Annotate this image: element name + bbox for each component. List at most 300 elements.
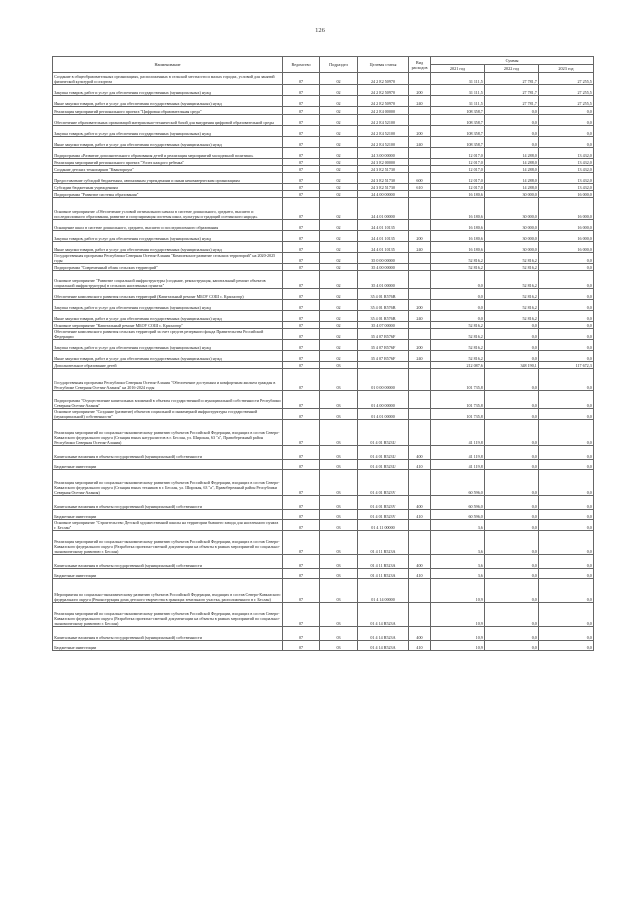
row-celevaya-cell — [358, 362, 409, 369]
row-sum-2022-cell: 0,0 — [485, 351, 539, 362]
row-sum-2021-cell: 52 816,2 — [431, 351, 485, 362]
row-sum-2021-cell: 16 180,6 — [431, 191, 485, 198]
row-razdel-cell: 02 — [320, 340, 358, 351]
row-razdel-cell: 02 — [320, 107, 358, 115]
row-vedomstvo-cell: 07 — [283, 496, 320, 510]
row-vid-cell — [409, 191, 431, 198]
row-name-cell: Обеспечение комплексного развития сельских территорий за счет средств резервного фонда Правительства Российской Федерации — [53, 329, 283, 340]
row-vid-cell: 240 — [409, 96, 431, 107]
row-sum-2021-cell: 52 816,2 — [431, 264, 485, 271]
header-razdel: Подраздел — [320, 57, 358, 73]
row-sum-2022-cell: 30 000,0 — [485, 198, 539, 220]
row-name-cell: Реализация мероприятий по социально-экономическому развитию субъектов Российской Федерации, входящих в состав Северо-Кавказского федерального округа (Станция юных натуралистов в г. Беслан, ул. Широкая, 63 "а", Правобережный район Республики Северная Осетия-Алания) — [53, 420, 283, 446]
row-sum-2021-cell: 108 358,7 — [431, 137, 485, 148]
row-vedomstvo-cell: 07 — [283, 569, 320, 579]
row-sum-2022-cell: 0,0 — [485, 107, 539, 115]
row-razdel-cell: 03 — [320, 603, 358, 627]
row-vedomstvo-cell: 07 — [283, 231, 320, 242]
row-razdel-cell: 02 — [320, 329, 358, 340]
row-celevaya-cell: 01 4 11 00000 — [358, 520, 409, 531]
row-sum-2022-cell: 0,0 — [485, 409, 539, 420]
row-vid-cell: 410 — [409, 569, 431, 579]
row-name-cell: Обеспечение образовательных организаций материально-технической базой для внедрения цифровой образовательной среды — [53, 115, 283, 126]
row-vedomstvo-cell: 07 — [283, 510, 320, 520]
row-name-cell: Закупка товаров, работ и услуг для обеспечения государственных (муниципальных) нужд — [53, 231, 283, 242]
row-sum-2023-cell: 0,0 — [539, 137, 594, 148]
row-name-cell: Создание в общеобразовательных организациях, расположенных в сельской местности и малых городах, условий для занятий физической культурой и спортом — [53, 73, 283, 85]
row-sum-2022-cell: 0,0 — [485, 340, 539, 351]
row-razdel-cell: 02 — [320, 322, 358, 329]
table-row — [53, 311, 594, 322]
row-name-cell: Бюджетные инвестиции — [53, 569, 283, 579]
row-sum-2021-cell: 41 119,8 — [431, 420, 485, 446]
row-name-cell: Государственная программа Республики Северная Осетия-Алания "Комплексное развитие сельских территорий" на 2020-2025 годы — [53, 253, 283, 264]
row-sum-2022-cell: 14 288,0 — [485, 148, 539, 159]
row-sum-2022-cell: 0,0 — [485, 555, 539, 569]
row-vedomstvo-cell: 07 — [283, 531, 320, 555]
row-name-cell: Дополнительное образование детей — [53, 362, 283, 369]
row-celevaya-cell: 24 4 01 10135 — [358, 220, 409, 231]
row-sum-2023-cell: 0,0 — [539, 409, 594, 420]
row-razdel-cell: 03 — [320, 460, 358, 470]
row-sum-2023-cell: 0,0 — [539, 627, 594, 641]
row-vedomstvo-cell: 07 — [283, 220, 320, 231]
row-sum-2022-cell: 0,0 — [485, 531, 539, 555]
row-name-cell: Реализация мероприятий регионального проекта "Цифровая образовательная среда" — [53, 107, 283, 115]
row-celevaya-cell: 24 3 E2 51730 — [358, 166, 409, 173]
row-razdel-cell: 02 — [320, 198, 358, 220]
row-razdel-cell: 03 — [320, 520, 358, 531]
row-sum-2023-cell: 0,0 — [539, 569, 594, 579]
table-row — [53, 351, 594, 362]
table-row — [53, 322, 594, 329]
row-sum-2021-cell: 16 180,6 — [431, 198, 485, 220]
row-celevaya-cell: 24 2 E4 52100 — [358, 126, 409, 137]
header-vid: Вид расходов — [409, 57, 431, 73]
row-celevaya-cell: 35 4 01 R576B — [358, 311, 409, 322]
row-razdel-cell: 02 — [320, 126, 358, 137]
row-sum-2023-cell: 27 255,5 — [539, 96, 594, 107]
row-sum-2021-cell: 10,9 — [431, 641, 485, 651]
row-sum-2023-cell: 27 255,5 — [539, 73, 594, 85]
row-celevaya-cell: 01 4 01 R523V — [358, 496, 409, 510]
row-sum-2022-cell: 0,0 — [485, 329, 539, 340]
row-sum-2023-cell: 117 672,3 — [539, 362, 594, 369]
row-sum-2023-cell: 0,0 — [539, 369, 594, 391]
row-sum-2022-cell: 0,0 — [485, 520, 539, 531]
row-celevaya-cell: 24 3 E2 51730 — [358, 173, 409, 184]
row-celevaya-cell: 35 0 00 00000 — [358, 253, 409, 264]
row-celevaya-cell: 01 4 11 R523A — [358, 531, 409, 555]
row-vedomstvo-cell: 07 — [283, 242, 320, 253]
row-sum-2023-cell: 13 432,0 — [539, 173, 594, 184]
row-name-cell: Иные закупки товаров, работ и услуг для обеспечения государственных (муниципальных) нужд — [53, 96, 283, 107]
row-vedomstvo-cell: 07 — [283, 340, 320, 351]
row-sum-2021-cell: 31 111,5 — [431, 73, 485, 85]
row-sum-2022-cell: 0,0 — [485, 603, 539, 627]
row-celevaya-cell: 01 4 11 R523A — [358, 555, 409, 569]
row-name-cell: Основное мероприятие "Строительство Детской художественной школы на территории бывшего завода для населенного пункта г. Беслан" — [53, 520, 283, 531]
row-sum-2022-cell: 14 288,0 — [485, 184, 539, 191]
row-vid-cell — [409, 531, 431, 555]
row-name-cell: Закупка товаров, работ и услуг для обеспечения государственных (муниципальных) нужд — [53, 340, 283, 351]
row-vedomstvo-cell: 07 — [283, 311, 320, 322]
header-summy: Суммы — [431, 57, 594, 65]
table-row — [53, 73, 594, 85]
row-vid-cell — [409, 253, 431, 264]
row-celevaya-cell: 01 4 14 00000 — [358, 579, 409, 603]
row-razdel-cell: 02 — [320, 159, 358, 166]
row-sum-2021-cell: 12 017,0 — [431, 184, 485, 191]
row-vedomstvo-cell: 07 — [283, 369, 320, 391]
row-sum-2023-cell: 13 432,0 — [539, 184, 594, 191]
row-sum-2022-cell: 0,0 — [485, 641, 539, 651]
row-name-cell: Бюджетные инвестиции — [53, 641, 283, 651]
row-vid-cell — [409, 329, 431, 340]
row-sum-2021-cell: 52 816,2 — [431, 329, 485, 340]
row-sum-2021-cell: 0,0 — [431, 289, 485, 300]
row-vid-cell — [409, 470, 431, 496]
row-name-cell: Реализация мероприятий по социально-экономическому развитию субъектов Российской Федерации, входящих в состав Северо-Кавказского федерального округа (Станция юных техников в г. Беслан, ул. Широкая, 63 "а", Правобережный район Республики Северная Осетия-Алания) — [53, 470, 283, 496]
table-row — [53, 271, 594, 289]
row-sum-2023-cell: 0,0 — [539, 115, 594, 126]
row-vedomstvo-cell: 07 — [283, 641, 320, 651]
row-sum-2023-cell: 0,0 — [539, 322, 594, 329]
row-sum-2022-cell: 30 000,0 — [485, 220, 539, 231]
row-celevaya-cell: 35 4 00 00000 — [358, 264, 409, 271]
row-sum-2021-cell: 101 735,8 — [431, 409, 485, 420]
row-vid-cell — [409, 289, 431, 300]
row-razdel-cell: 03 — [320, 555, 358, 569]
row-name-cell: Субсидии бюджетным учреждениям — [53, 184, 283, 191]
page-number: 126 — [315, 27, 325, 34]
row-name-cell: Закупка товаров, работ и услуг для обеспечения государственных (муниципальных) нужд — [53, 126, 283, 137]
table-row — [53, 470, 594, 496]
row-vedomstvo-cell: 07 — [283, 148, 320, 159]
row-celevaya-cell: 35 4 01 R576B — [358, 300, 409, 311]
row-celevaya-cell: 24 3 E2 51730 — [358, 184, 409, 191]
row-vid-cell — [409, 115, 431, 126]
table-row — [53, 420, 594, 446]
row-sum-2022-cell: 0,0 — [485, 126, 539, 137]
row-vid-cell — [409, 73, 431, 85]
row-sum-2022-cell: 52 816,2 — [485, 300, 539, 311]
row-celevaya-cell: 01 4 01 00000 — [358, 409, 409, 420]
row-vedomstvo-cell: 07 — [283, 96, 320, 107]
row-celevaya-cell: 01 4 14 R523A — [358, 627, 409, 641]
row-vid-cell: 400 — [409, 627, 431, 641]
row-razdel-cell: 03 — [320, 579, 358, 603]
row-sum-2023-cell: 0,0 — [539, 641, 594, 651]
row-vid-cell: 400 — [409, 446, 431, 460]
row-sum-2021-cell: 3,6 — [431, 555, 485, 569]
row-sum-2022-cell: 52 816,2 — [485, 289, 539, 300]
row-sum-2021-cell: 16 180,6 — [431, 220, 485, 231]
row-sum-2021-cell: 60 596,0 — [431, 510, 485, 520]
row-celevaya-cell: 24 2 E2 50970 — [358, 73, 409, 85]
row-vid-cell: 240 — [409, 351, 431, 362]
row-razdel-cell: 03 — [320, 510, 358, 520]
row-celevaya-cell: 35 4 01 R576B — [358, 289, 409, 300]
row-vedomstvo-cell: 07 — [283, 520, 320, 531]
row-name-cell: Подпрограмма «Развитие дополнительного образования детей и реализация мероприятий молодежной политики» — [53, 148, 283, 159]
row-sum-2021-cell: 41 119,8 — [431, 460, 485, 470]
row-sum-2021-cell: 3,6 — [431, 531, 485, 555]
row-razdel-cell: 02 — [320, 271, 358, 289]
row-sum-2022-cell: 0,0 — [485, 470, 539, 496]
row-sum-2022-cell: 0,0 — [485, 446, 539, 460]
table-row — [53, 641, 594, 651]
row-sum-2023-cell: 0,0 — [539, 446, 594, 460]
row-name-cell: Реализация мероприятий регионального проекта "Успех каждого ребенка" — [53, 159, 283, 166]
row-name-cell: Капитальные вложения в объекты государственной (муниципальной) собственности — [53, 496, 283, 510]
row-vedomstvo-cell: 07 — [283, 446, 320, 460]
row-vid-cell: 200 — [409, 300, 431, 311]
table-row — [53, 289, 594, 300]
row-celevaya-cell: 24 4 00 00000 — [358, 191, 409, 198]
row-vid-cell — [409, 420, 431, 446]
table-row — [53, 148, 594, 159]
row-sum-2021-cell: 41 119,8 — [431, 446, 485, 460]
row-name-cell: Основное мероприятие «Обеспечение условий оптимального начала в системе дошкольного, среднего, высшего и последипломного образования, развитие и популяризация системы школ, культуры и традиций осетинского народа» — [53, 198, 283, 220]
row-vid-cell: 200 — [409, 126, 431, 137]
row-name-cell: Обеспечение комплексного развития сельских территорий (Капитальный ремонт МБОУ СОШ с. Красногор) — [53, 289, 283, 300]
row-vid-cell — [409, 148, 431, 159]
row-vid-cell: 200 — [409, 231, 431, 242]
table-row — [53, 198, 594, 220]
row-celevaya-cell: 24 3 E2 00000 — [358, 159, 409, 166]
row-vedomstvo-cell: 07 — [283, 555, 320, 569]
table-row — [53, 520, 594, 531]
row-sum-2021-cell: 52 816,2 — [431, 340, 485, 351]
row-razdel-cell: 03 — [320, 627, 358, 641]
row-name-cell: Подпрограмма "Современный облик сельских территорий" — [53, 264, 283, 271]
row-sum-2021-cell: 60 596,0 — [431, 496, 485, 510]
row-name-cell: Предоставление субсидий бюджетным, автономным учреждениям и иным некоммерческим организациям — [53, 173, 283, 184]
row-sum-2021-cell: 0,0 — [431, 271, 485, 289]
row-razdel-cell: 02 — [320, 191, 358, 198]
row-celevaya-cell: 35 4 07 R576F — [358, 340, 409, 351]
row-vid-cell: 400 — [409, 496, 431, 510]
row-vedomstvo-cell: 07 — [283, 126, 320, 137]
row-vedomstvo-cell: 07 — [283, 329, 320, 340]
row-razdel-cell: 02 — [320, 311, 358, 322]
row-celevaya-cell: 01 4 01 R523U — [358, 460, 409, 470]
table-row — [53, 126, 594, 137]
row-vedomstvo-cell: 07 — [283, 391, 320, 409]
table-row — [53, 496, 594, 510]
row-razdel-cell: 02 — [320, 73, 358, 85]
row-sum-2021-cell: 10,9 — [431, 627, 485, 641]
row-sum-2021-cell: 10,9 — [431, 579, 485, 603]
row-vid-cell — [409, 520, 431, 531]
row-sum-2022-cell: 14 288,0 — [485, 173, 539, 184]
row-vid-cell: 200 — [409, 340, 431, 351]
row-sum-2022-cell: 27 781,7 — [485, 73, 539, 85]
row-sum-2023-cell: 0,0 — [539, 420, 594, 446]
row-vid-cell — [409, 603, 431, 627]
row-razdel-cell: 02 — [320, 264, 358, 271]
row-sum-2022-cell: 27 781,7 — [485, 85, 539, 96]
row-celevaya-cell: 35 4 07 R576F — [358, 329, 409, 340]
row-razdel-cell: 03 — [320, 369, 358, 391]
row-vid-cell: 400 — [409, 555, 431, 569]
row-name-cell: Закупка товаров, работ и услуг для обеспечения государственных (муниципальных) нужд — [53, 85, 283, 96]
row-sum-2023-cell: 0,0 — [539, 531, 594, 555]
row-celevaya-cell: 35 4 01 00000 — [358, 271, 409, 289]
row-vedomstvo-cell: 07 — [283, 253, 320, 264]
row-vedomstvo-cell: 07 — [283, 198, 320, 220]
row-razdel-cell: 02 — [320, 85, 358, 96]
row-vedomstvo-cell: 07 — [283, 420, 320, 446]
row-razdel-cell: 02 — [320, 231, 358, 242]
row-sum-2023-cell: 0,0 — [539, 107, 594, 115]
row-name-cell: Иные закупки товаров, работ и услуг для обеспечения государственных (муниципальных) нужд — [53, 351, 283, 362]
row-sum-2022-cell: 0,0 — [485, 627, 539, 641]
row-sum-2023-cell: 13 432,0 — [539, 166, 594, 173]
row-sum-2023-cell: 27 255,5 — [539, 85, 594, 96]
row-vid-cell — [409, 322, 431, 329]
row-razdel-cell: 02 — [320, 220, 358, 231]
row-vid-cell: 200 — [409, 85, 431, 96]
row-vedomstvo-cell: 07 — [283, 137, 320, 148]
table-row — [53, 531, 594, 555]
row-sum-2022-cell: 0,0 — [485, 460, 539, 470]
row-vid-cell — [409, 107, 431, 115]
row-celevaya-cell: 01 4 01 R523V — [358, 510, 409, 520]
row-razdel-cell: 03 — [320, 569, 358, 579]
row-vid-cell: 610 — [409, 184, 431, 191]
table-row — [53, 115, 594, 126]
row-vid-cell — [409, 159, 431, 166]
row-razdel-cell: 02 — [320, 184, 358, 191]
row-vedomstvo-cell: 07 — [283, 115, 320, 126]
row-celevaya-cell: 01 4 00 00000 — [358, 391, 409, 409]
table-row — [53, 579, 594, 603]
row-vedomstvo-cell: 07 — [283, 184, 320, 191]
budget-table — [52, 56, 594, 651]
row-sum-2023-cell: 0,0 — [539, 496, 594, 510]
row-razdel-cell: 03 — [320, 362, 358, 369]
row-name-cell: Мероприятия по социально-экономическому развитию субъектов Российской Федерации, входящих в состав Северо-Кавказского федерального округа (Реконструкция дома детского творчества в границах земельного участка, расположенного в г. Беслан) — [53, 579, 283, 603]
row-sum-2021-cell: 12 017,0 — [431, 166, 485, 173]
row-sum-2023-cell: 0,0 — [539, 555, 594, 569]
row-name-cell: Основное мероприятие "Развитие социальной инфраструктуры (создание, реконструкция, капитальный ремонт объектов социальной инфраструктуры) в сельских населенных пунктах" — [53, 271, 283, 289]
table-row — [53, 603, 594, 627]
row-name-cell: Государственная программа Республики Северная Осетия-Алания "Обеспечение доступным и комфортным жильем граждан в Республике Северная Осетия-Алания" на 2016-2024 годы — [53, 369, 283, 391]
table-row — [53, 137, 594, 148]
table-row — [53, 96, 594, 107]
table-row — [53, 264, 594, 271]
row-sum-2022-cell: 14 288,0 — [485, 159, 539, 166]
row-vid-cell: 410 — [409, 460, 431, 470]
row-vid-cell — [409, 166, 431, 173]
row-sum-2021-cell: 108 358,7 — [431, 126, 485, 137]
row-celevaya-cell: 24 2 E4 00000 — [358, 107, 409, 115]
header-year-2021: 2021 год — [431, 65, 485, 73]
row-vedomstvo-cell: 07 — [283, 470, 320, 496]
row-sum-2023-cell: 0,0 — [539, 391, 594, 409]
row-sum-2023-cell: 0,0 — [539, 510, 594, 520]
row-name-cell: Создание детских технопарков "Кванториум" — [53, 166, 283, 173]
row-sum-2022-cell: 0,0 — [485, 569, 539, 579]
table-row — [53, 446, 594, 460]
row-sum-2022-cell: 52 816,2 — [485, 264, 539, 271]
row-vedomstvo-cell: 07 — [283, 191, 320, 198]
table-row — [53, 300, 594, 311]
row-vedomstvo-cell: 07 — [283, 300, 320, 311]
row-name-cell: Иные закупки товаров, работ и услуг для обеспечения государственных (муниципальных) нужд — [53, 137, 283, 148]
row-vid-cell: 240 — [409, 311, 431, 322]
row-celevaya-cell: 24 2 E2 50970 — [358, 96, 409, 107]
row-vedomstvo-cell: 07 — [283, 351, 320, 362]
row-sum-2021-cell: 31 111,5 — [431, 85, 485, 96]
row-razdel-cell: 03 — [320, 409, 358, 420]
row-sum-2023-cell: 0,0 — [539, 264, 594, 271]
row-vedomstvo-cell: 07 — [283, 409, 320, 420]
row-sum-2023-cell: 0,0 — [539, 351, 594, 362]
row-sum-2021-cell: 16 180,6 — [431, 231, 485, 242]
row-name-cell: Закупка товаров, работ и услуг для обеспечения государственных (муниципальных) нужд — [53, 300, 283, 311]
table-row — [53, 253, 594, 264]
row-vedomstvo-cell: 07 — [283, 107, 320, 115]
table-row — [53, 85, 594, 96]
row-vid-cell — [409, 391, 431, 409]
row-celevaya-cell: 24 2 E4 52100 — [358, 115, 409, 126]
row-sum-2023-cell: 0,0 — [539, 329, 594, 340]
row-sum-2023-cell: 0,0 — [539, 253, 594, 264]
row-sum-2021-cell: 3,6 — [431, 569, 485, 579]
row-celevaya-cell: 24 4 01 10135 — [358, 231, 409, 242]
row-sum-2022-cell: 0,0 — [485, 496, 539, 510]
table-row — [53, 340, 594, 351]
header-year-2022: 2022 год — [485, 65, 539, 73]
row-razdel-cell: 02 — [320, 242, 358, 253]
row-sum-2021-cell: 212 087,6 — [431, 362, 485, 369]
row-sum-2021-cell: 0,0 — [431, 311, 485, 322]
row-sum-2022-cell: 0,0 — [485, 369, 539, 391]
row-razdel-cell: 03 — [320, 496, 358, 510]
table-body — [53, 73, 594, 651]
row-celevaya-cell: 01 4 11 R523A — [358, 569, 409, 579]
row-vedomstvo-cell: 07 — [283, 73, 320, 85]
row-sum-2021-cell: 12 017,0 — [431, 148, 485, 159]
row-sum-2022-cell: 30 000,0 — [485, 191, 539, 198]
row-razdel-cell: 02 — [320, 166, 358, 173]
header-year-2023: 2023 год — [539, 65, 594, 73]
row-razdel-cell: 02 — [320, 148, 358, 159]
row-sum-2023-cell: 0,0 — [539, 311, 594, 322]
row-celevaya-cell: 01 4 14 R523A — [358, 641, 409, 651]
row-vid-cell — [409, 220, 431, 231]
row-celevaya-cell: 24 4 01 00000 — [358, 198, 409, 220]
row-sum-2023-cell: 16 000,0 — [539, 191, 594, 198]
table-row — [53, 231, 594, 242]
row-vedomstvo-cell: 07 — [283, 264, 320, 271]
row-vedomstvo-cell: 07 — [283, 579, 320, 603]
row-vedomstvo-cell: 07 — [283, 362, 320, 369]
row-sum-2023-cell: 16 000,0 — [539, 198, 594, 220]
table-row — [53, 107, 594, 115]
row-vedomstvo-cell: 07 — [283, 603, 320, 627]
row-name-cell: Основное мероприятие "Капитальный ремонт МБОУ СОШ с. Красногор" — [53, 322, 283, 329]
row-sum-2023-cell: 0,0 — [539, 271, 594, 289]
row-sum-2023-cell: 16 000,0 — [539, 220, 594, 231]
row-celevaya-cell: 24 2 E2 50970 — [358, 85, 409, 96]
row-vedomstvo-cell: 07 — [283, 85, 320, 96]
row-vedomstvo-cell: 07 — [283, 289, 320, 300]
row-celevaya-cell: 24 2 E4 52100 — [358, 137, 409, 148]
